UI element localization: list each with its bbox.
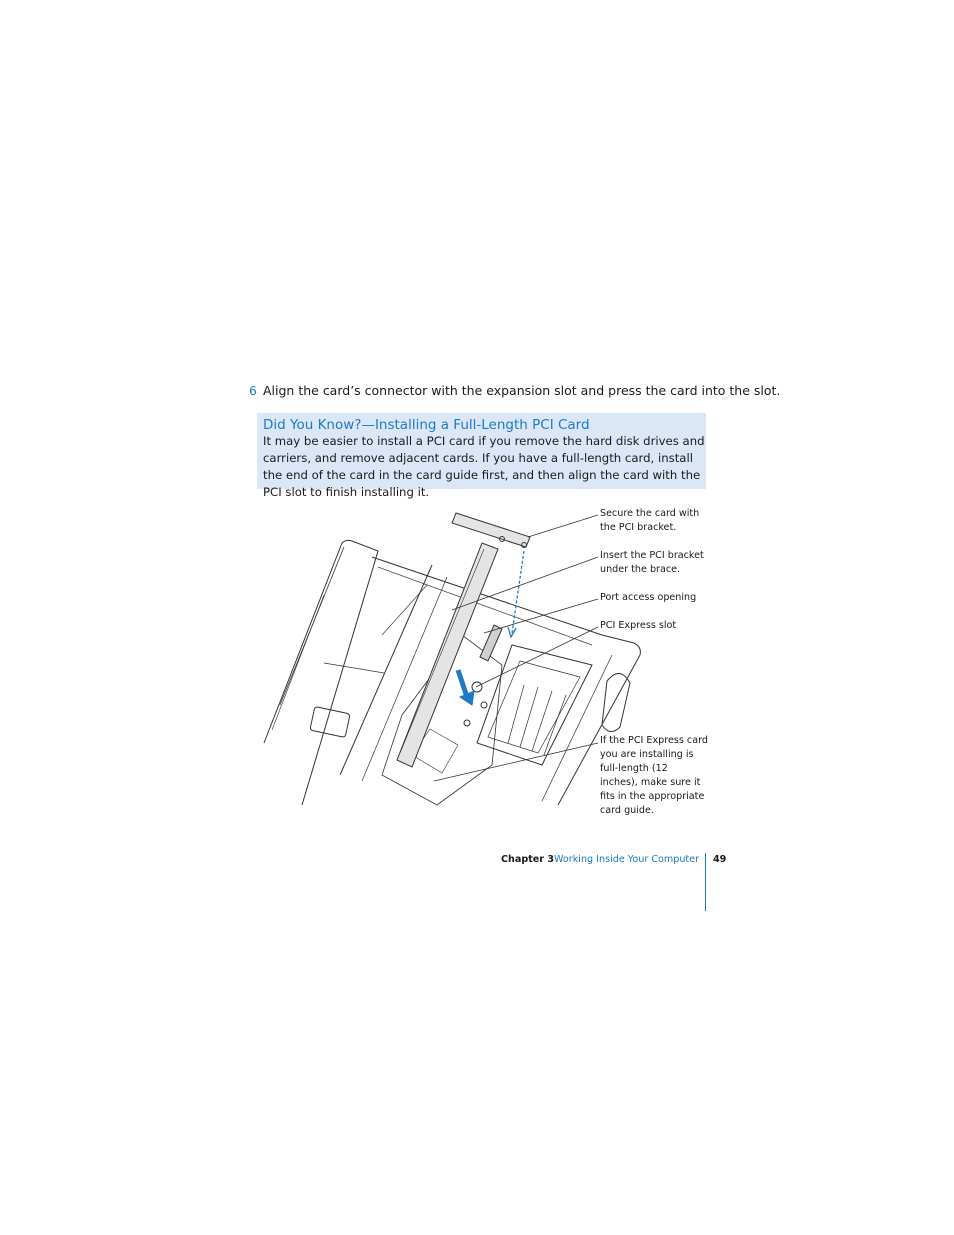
footer-chapter: Chapter 3 bbox=[501, 854, 555, 865]
installation-illustration bbox=[262, 505, 712, 816]
did-you-know-callout bbox=[257, 413, 706, 499]
callout-body: It may be easier to install a PCI card if you remove the hard disk drives and carriers, and remove adjacent cards. If you have a full-length card, install the end of the card in the card guide first, and then align the card with the PCI slot to finish installing it. bbox=[263, 434, 705, 499]
page-number: 49 bbox=[713, 854, 727, 865]
label-pci-express-slot: PCI Express slot bbox=[600, 620, 677, 631]
label-port-access: Port access opening bbox=[600, 592, 697, 603]
footer-divider bbox=[705, 853, 706, 911]
step-text: Align the card’s connector with the expansion slot and press the card into the slot. bbox=[263, 383, 781, 398]
footer-chapter-title: Working Inside Your Computer bbox=[554, 854, 700, 865]
callout-title: Did You Know?—Installing a Full-Length PCI Card bbox=[263, 417, 590, 433]
label-insert-bracket: Insert the PCI bracket under the brace. bbox=[600, 550, 704, 575]
step-number: 6 bbox=[249, 383, 257, 398]
label-card-guide: If the PCI Express card you are installing is full-length (12 inches), make sure it fits in the appropriate card guide. bbox=[600, 735, 708, 816]
label-secure-bracket: Secure the card with the PCI bracket. bbox=[600, 508, 700, 533]
